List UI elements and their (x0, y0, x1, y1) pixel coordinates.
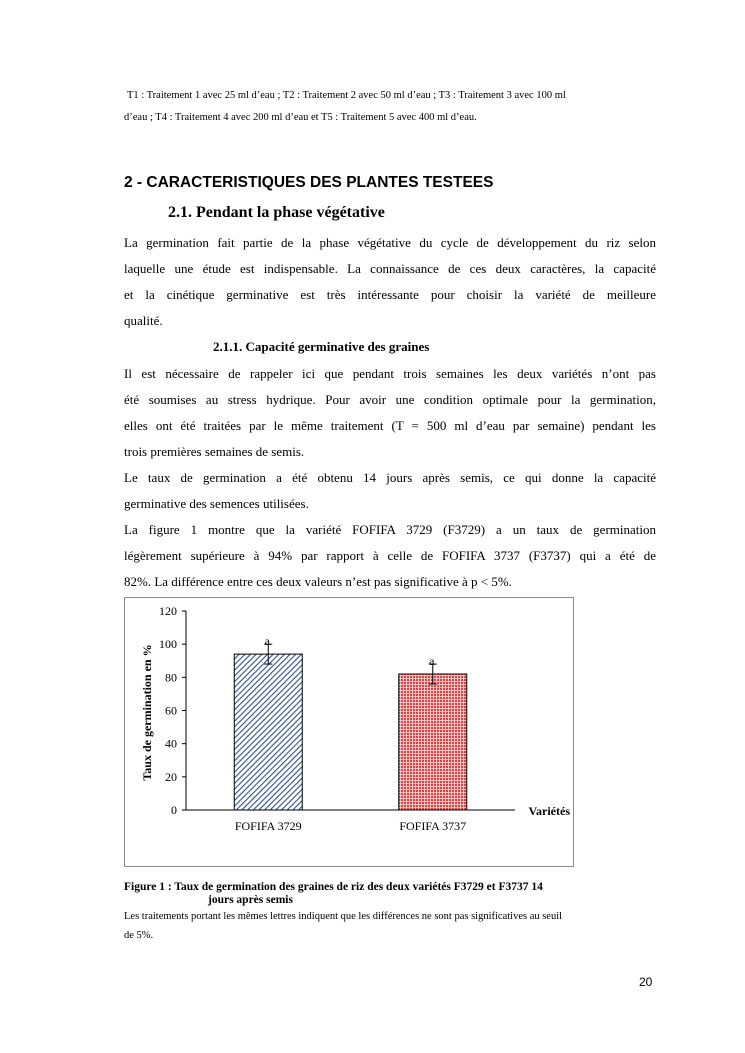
para4-line-1: La figure 1 montre que la variété FOFIFA 3729 (F3729) a un taux de germination (124, 522, 656, 537)
para3-line-1: Le taux de germination a été obtenu 14 jours après semis, ce qui donne la capacité (124, 470, 656, 485)
para2-line-3: elles ont été traitées par le même traitement (T = 500 ml d’eau par semaine) pendant les (124, 418, 656, 433)
para1-line-2: laquelle une étude est indispensable. La connaissance de ces deux caractères, la capacité (124, 261, 656, 276)
x-axis-label: Variétés (528, 804, 570, 818)
subsection-title: 2.1. Pendant la phase végétative (168, 204, 385, 221)
para4-line-2: légèrement supérieure à 94% par rapport à celle de FOFIFA 3737 (F3737) qui a été de (124, 548, 656, 563)
y-axis-label: Taux de germination en % (140, 644, 154, 781)
y-tick-label: 0 (171, 803, 177, 817)
para3-line-2: germinative des semences utilisées. (124, 496, 309, 511)
para2-line-2: été soumises au stress hydrique. Pour avoir une condition optimale pour la germination, (124, 392, 656, 407)
page-number: 20 (639, 975, 653, 989)
category-label-2: FOFIFA 3737 (399, 819, 467, 833)
para2-line-1: Il est nécessaire de rappeler ici que pendant trois semaines les deux variétés n’ont pas (124, 366, 656, 381)
y-tick-label: 40 (165, 736, 177, 751)
treatment-note-line-2: d’eau ; T4 : Traitement 4 avec 200 ml d’eau et T5 : Traitement 5 avec 400 ml d’eau. (124, 112, 477, 123)
para1-line-3: et la cinétique germinative est très intéressante pour choisir la variété de meilleure (124, 287, 656, 302)
section-title: 2 - CARACTERISTIQUES DES PLANTES TESTEES (124, 174, 494, 191)
y-tick-label: 120 (159, 604, 177, 618)
y-tick-label: 100 (159, 637, 177, 652)
para1-line-1: La germination fait partie de la phase végétative du cycle de développement du riz selon (124, 235, 656, 250)
para4-line-3: 82%. La différence entre ces deux valeurs n’est pas significative à p < 5%. (124, 574, 512, 589)
para1-line-4: qualité. (124, 313, 163, 328)
y-tick-label: 60 (165, 703, 177, 718)
figure-caption-line-1: Figure 1 : Taux de germination des graines de riz des deux variétés F3729 et F3737 14 (124, 881, 543, 893)
category-label-1: FOFIFA 3729 (234, 819, 302, 833)
bar-2 (399, 674, 467, 810)
subsubsection-title: 2.1.1. Capacité germinative des graines (213, 339, 430, 354)
germination-bar-chart (125, 598, 573, 866)
para2-line-4: trois premières semaines de semis. (124, 444, 305, 459)
figure-footnote-line-1: Les traitements portant les mêmes lettres indiquent que les différences ne sont pas significatives au seuil (124, 911, 563, 922)
chart-bars (234, 644, 467, 810)
figure-footnote-line-2: de 5%. (124, 930, 154, 941)
significance-letter-2: a (429, 654, 435, 669)
y-tick-label: 80 (165, 670, 177, 685)
figure-frame (124, 597, 574, 867)
figure-caption-line-2: jours après semis (208, 894, 293, 906)
y-tick-label: 20 (165, 769, 177, 784)
chart-labels (140, 604, 570, 833)
bar-1 (234, 654, 302, 810)
treatment-note-line-1: T1 : Traitement 1 avec 25 ml d’eau ; T2 : Traitement 2 avec 50 ml d’eau ; T3 : Traitement 3 avec 100 ml (127, 90, 566, 101)
significance-letter-1: a (264, 634, 270, 649)
